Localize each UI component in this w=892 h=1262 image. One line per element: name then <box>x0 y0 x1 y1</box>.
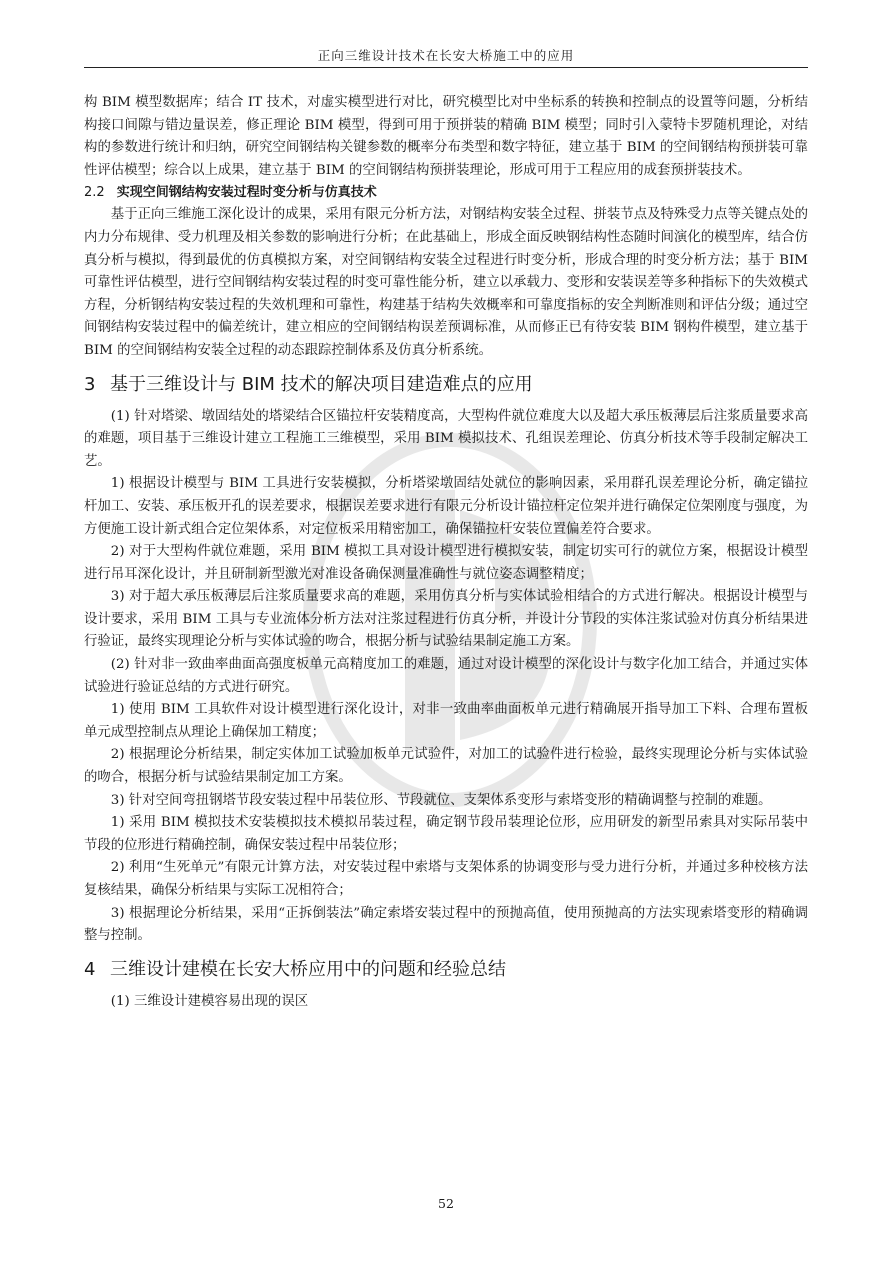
section-number: 4 <box>84 958 96 980</box>
paragraph: 2) 根据理论分析结果，制定实体加工试验加板单元试验件，对加工的试验件进行检验，最终实现理论分析与实体试验的吻合，根据分析与试验结果制定加工方案。 <box>84 747 808 786</box>
paragraph: 2) 对于大型构件就位难题，采用 BIM 模拟工具对设计模型进行模拟安装，制定切实可行的就位方案，根据设计模型进行吊耳深化设计，并且研制新型激光对准设备确保测量准确性与就位姿态调整精度； <box>84 544 808 582</box>
paragraph: 1) 根据设计模型与 BIM 工具进行安装模拟，分析塔梁墩固结处就位的影响因素，采用群孔误差理论分析，确定锚拉杆加工、安装、承压板开孔的误差要求，根据误差要求进行有限元分析设计锚拉杆定位架并进行确保定位架刚度与强度，为方便施工设计新式组合定位架体系，对定位板采用精密加工，确保锚拉杆安装位置偏差符合要求。 <box>84 476 808 537</box>
subsection-heading-2-2 <box>84 182 808 204</box>
paragraph: 3) 对于超大承压板薄层后注浆质量要求高的难题，采用仿真分析与实体试验相结合的方式进行解决。根据设计模型与设计要求，采用 BIM 工具与专业流体分析方法对注浆过程进行仿真分析，并设计分节段的实体注浆试验对仿真分析结果进行验证，最终实现理论分析与实体试验的吻合，根据分析与试验结果制定施工方案。 <box>84 589 808 650</box>
section-number: 3 <box>84 373 96 395</box>
paragraph: (1) 三维设计建模容易出现的误区 <box>110 993 309 1009</box>
running-header: 正向三维设计技术在长安大桥施工中的应用 <box>317 48 575 63</box>
paragraph: (1) 针对塔梁、墩固结处的塔梁结合区锚拉杆安装精度高，大型构件就位难度大以及超大承压板薄层后注浆质量要求高的难题，项目基于三维设计建立工程施工三维模型，采用 BIM 模拟技术、孔组误差理论、仿真分析技术等手段制定解决工艺。 <box>84 408 808 469</box>
paragraph: 2) 利用“生死单元”有限元计算方法，对安装过程中索塔与支架体系的协调变形与受力进行分析，并通过多种校核方法复核结果，确保分析结果与实际工况相符合； <box>84 860 808 898</box>
subsection-title: 实现空间钢结构安装过程时变分析与仿真技术 <box>116 185 377 201</box>
section-heading-4 <box>84 957 808 983</box>
paragraph: (2) 针对非一致曲率曲面高强度板单元高精度加工的难题，通过对设计模型的深化设计与数字化加工结合，并通过实体试验进行验证总结的方式进行研究。 <box>84 657 808 695</box>
section-title: 基于三维设计与 BIM 技术的解决项目建造难点的应用 <box>110 373 533 395</box>
section-title: 三维设计建模在长安大桥应用中的问题和经验总结 <box>110 958 506 980</box>
page-number: 52 <box>438 1196 454 1211</box>
paragraph: 3) 针对空间弯扭钢塔节段安装过程中吊装位形、节段就位、支架体系变形与索塔变形的精确调整与控制的难题。 <box>110 792 772 808</box>
subsection-number: 2.2 <box>84 185 105 201</box>
paragraph: 3) 根据理论分析结果，采用“正拆倒装法”确定索塔安装过程中的预抛高值，使用预抛高的方法实现索塔变形的精确调整与控制。 <box>84 905 808 944</box>
paragraph: 1) 采用 BIM 模拟技术安装模拟技术模拟吊装过程，确定钢节段吊装理论位形，应用研发的新型吊索具对实际吊装中节段的位形进行精确控制，确保安装过程中吊装位形； <box>84 815 808 853</box>
paragraph-continued: 构 BIM 模型数据库；结合 IT 技术，对虚实模型进行对比，研究模型比对中坐标系的转换和控制点的设置等问题，分析结构接口间隙与错边量误差，修正理论 BIM 模型，得到可用于预拼装的精确 BIM 模型；同时引入蒙特卡罗随机理论，对结构的参数进行统计和归纳，研究空间钢结构关键参数的概率分布类型和数字特征，建立基于 BIM 的空间钢结构预拼装可靠性评估模型；综合以上成果，建立基于 BIM 的空间钢结构预拼装理论，形成可用于工程应用的成套预拼装技术。 <box>84 95 808 178</box>
header-rule <box>84 67 808 68</box>
paragraph: 基于正向三维施工深化设计的成果，采用有限元分析方法，对钢结构安装全过程、拼装节点及特殊受力点等关键点处的内力分布规律、受力机理及相关参数的影响进行分析；在此基础上，形成全面反映钢结构性态随时间演化的模型库，结合仿真分析与模拟，得到最优的仿真模拟方案，对空间钢结构安装全过程进行时变分析，形成合理的时变分析方法；基于 BIM 可靠性评估模型，进行空间钢结构安装过程的时变可靠性能分析，建立以承载力、变形和安装误差等多种指标下的失效模式方程，分析钢结构安装过程的失效机理和可靠性，构建基于结构失效概率和可靠度指标的安全判断准则和评估分级；通过空间钢结构安装过程中的偏差统计，建立相应的空间钢结构误差预调标准，从而修正已有待安装 BIM 钢构件模型，建立基于 BIM 的空间钢结构安装全过程的动态跟踪控制体系及仿真分析系统。 <box>84 207 808 358</box>
paragraph: 1) 使用 BIM 工具软件对设计模型进行深化设计，对非一致曲率曲面板单元进行精确展开指导加工下料、合理布置板单元成型控制点从理论上确保加工精度； <box>84 702 808 740</box>
article-body <box>84 92 808 1013</box>
section-heading-3 <box>84 372 808 398</box>
